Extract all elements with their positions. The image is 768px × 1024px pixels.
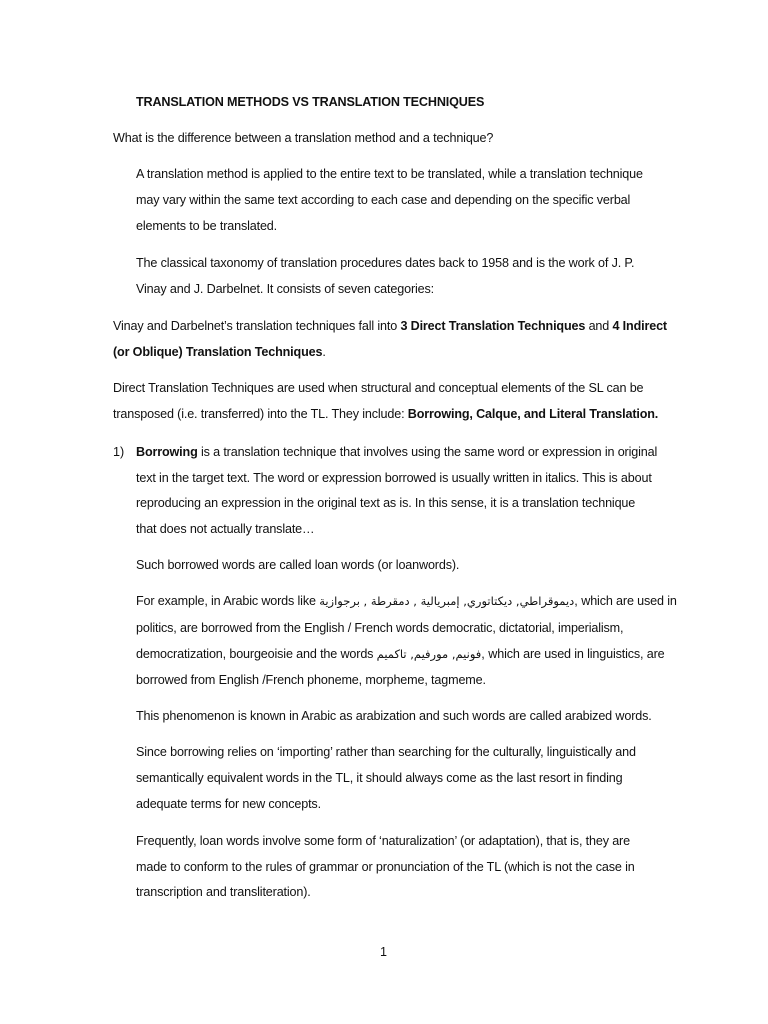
paragraph-1-line-1: A translation method is applied to the entire text to be translated, while a translation technique <box>136 167 643 181</box>
paragraph-6-line-4: borrowed from English /French phoneme, morpheme, tagmeme. <box>136 673 486 687</box>
paragraph-3-bold: (or Oblique) Translation Techniques <box>113 345 323 359</box>
paragraph-8-line-3: adequate terms for new concepts. <box>136 797 321 811</box>
question-line: What is the difference between a translation method and a technique? <box>113 131 494 145</box>
paragraph-9-line-3: transcription and transliteration). <box>136 885 311 899</box>
paragraph-8-line-2: semantically equivalent words in the TL, it should always come as the last resort in finding <box>136 771 623 785</box>
list-item-1-text: is a translation technique that involves using the same word or expression in original <box>197 445 658 459</box>
paragraph-1-line-3: elements to be translated. <box>136 219 278 233</box>
paragraph-7: This phenomenon is known in Arabic as arabization and such words are called arabized words. <box>136 709 652 723</box>
page-number: 1 <box>380 945 388 959</box>
paragraph-3-text: and <box>585 319 613 333</box>
paragraph-3-line-1 <box>113 318 667 334</box>
paragraph-2-line-1: The classical taxonomy of translation procedures dates back to 1958 and is the work of J. P. <box>136 256 635 270</box>
paragraph-4-line-1: Direct Translation Techniques are used when structural and conceptual elements of the SL can be <box>113 381 644 395</box>
list-item-1-line-1 <box>136 444 657 460</box>
paragraph-6-line-1 <box>136 593 677 609</box>
list-item-1-line-4: that does not actually translate… <box>136 522 315 536</box>
list-item-1-bold: Borrowing <box>136 445 198 459</box>
list-item-1-line-2: text in the target text. The word or expression borrowed is usually written in italics. This is about <box>136 471 652 485</box>
document-title: TRANSLATION METHODS VS TRANSLATION TECHNIQUES <box>136 95 485 109</box>
paragraph-8-line-1: Since borrowing relies on ‘importing’ rather than searching for the culturally, linguistically and <box>136 745 636 759</box>
paragraph-6-text: democratization, bourgeoisie and the words <box>136 647 377 661</box>
paragraph-9-line-2: made to conform to the rules of grammar or pronunciation of the TL (which is not the case in <box>136 860 635 874</box>
paragraph-6-line-2: politics, are borrowed from the English / French words democratic, dictatorial, imperialism, <box>136 621 624 635</box>
paragraph-3-bold: 3 Direct Translation Techniques <box>400 319 586 333</box>
paragraph-4-bold: Borrowing, Calque, and Literal Translation. <box>407 407 659 421</box>
paragraph-6-text: , which are used in <box>574 594 677 608</box>
paragraph-6-text: For example, in Arabic words like <box>136 594 320 608</box>
paragraph-5: Such borrowed words are called loan words (or loanwords). <box>136 558 460 572</box>
paragraph-2-line-2: Vinay and J. Darbelnet. It consists of seven categories: <box>136 282 434 296</box>
list-item-1-line-3: reproducing an expression in the original text as is. In this sense, it is a translation technique <box>136 496 636 510</box>
paragraph-3-text: . <box>322 345 326 359</box>
paragraph-3-bold: 4 Indirect <box>612 319 667 333</box>
list-item-number: 1) <box>113 445 125 459</box>
paragraph-1-line-2: may vary within the same text according to each case and depending on the specific verbal <box>136 193 631 207</box>
paragraph-9-line-1: Frequently, loan words involve some form of ‘naturalization’ (or adaptation), that is, they are <box>136 834 630 848</box>
paragraph-3-text: Vinay and Darbelnet’s translation techniques fall into <box>113 319 401 333</box>
paragraph-4-text: transposed (i.e. transferred) into the TL. They include: <box>113 407 408 421</box>
arabic-words: ديموقراطي, ديكتاتوري, إمبريالية , دمقرطة , برجوازية <box>319 594 575 608</box>
paragraph-3-line-2 <box>113 344 326 360</box>
paragraph-4-line-2 <box>113 406 658 422</box>
paragraph-6-text: , which are used in linguistics, are <box>481 647 665 661</box>
arabic-words: فونيم, مورفيم, تاكميم <box>376 647 482 661</box>
paragraph-6-line-3 <box>136 646 665 662</box>
